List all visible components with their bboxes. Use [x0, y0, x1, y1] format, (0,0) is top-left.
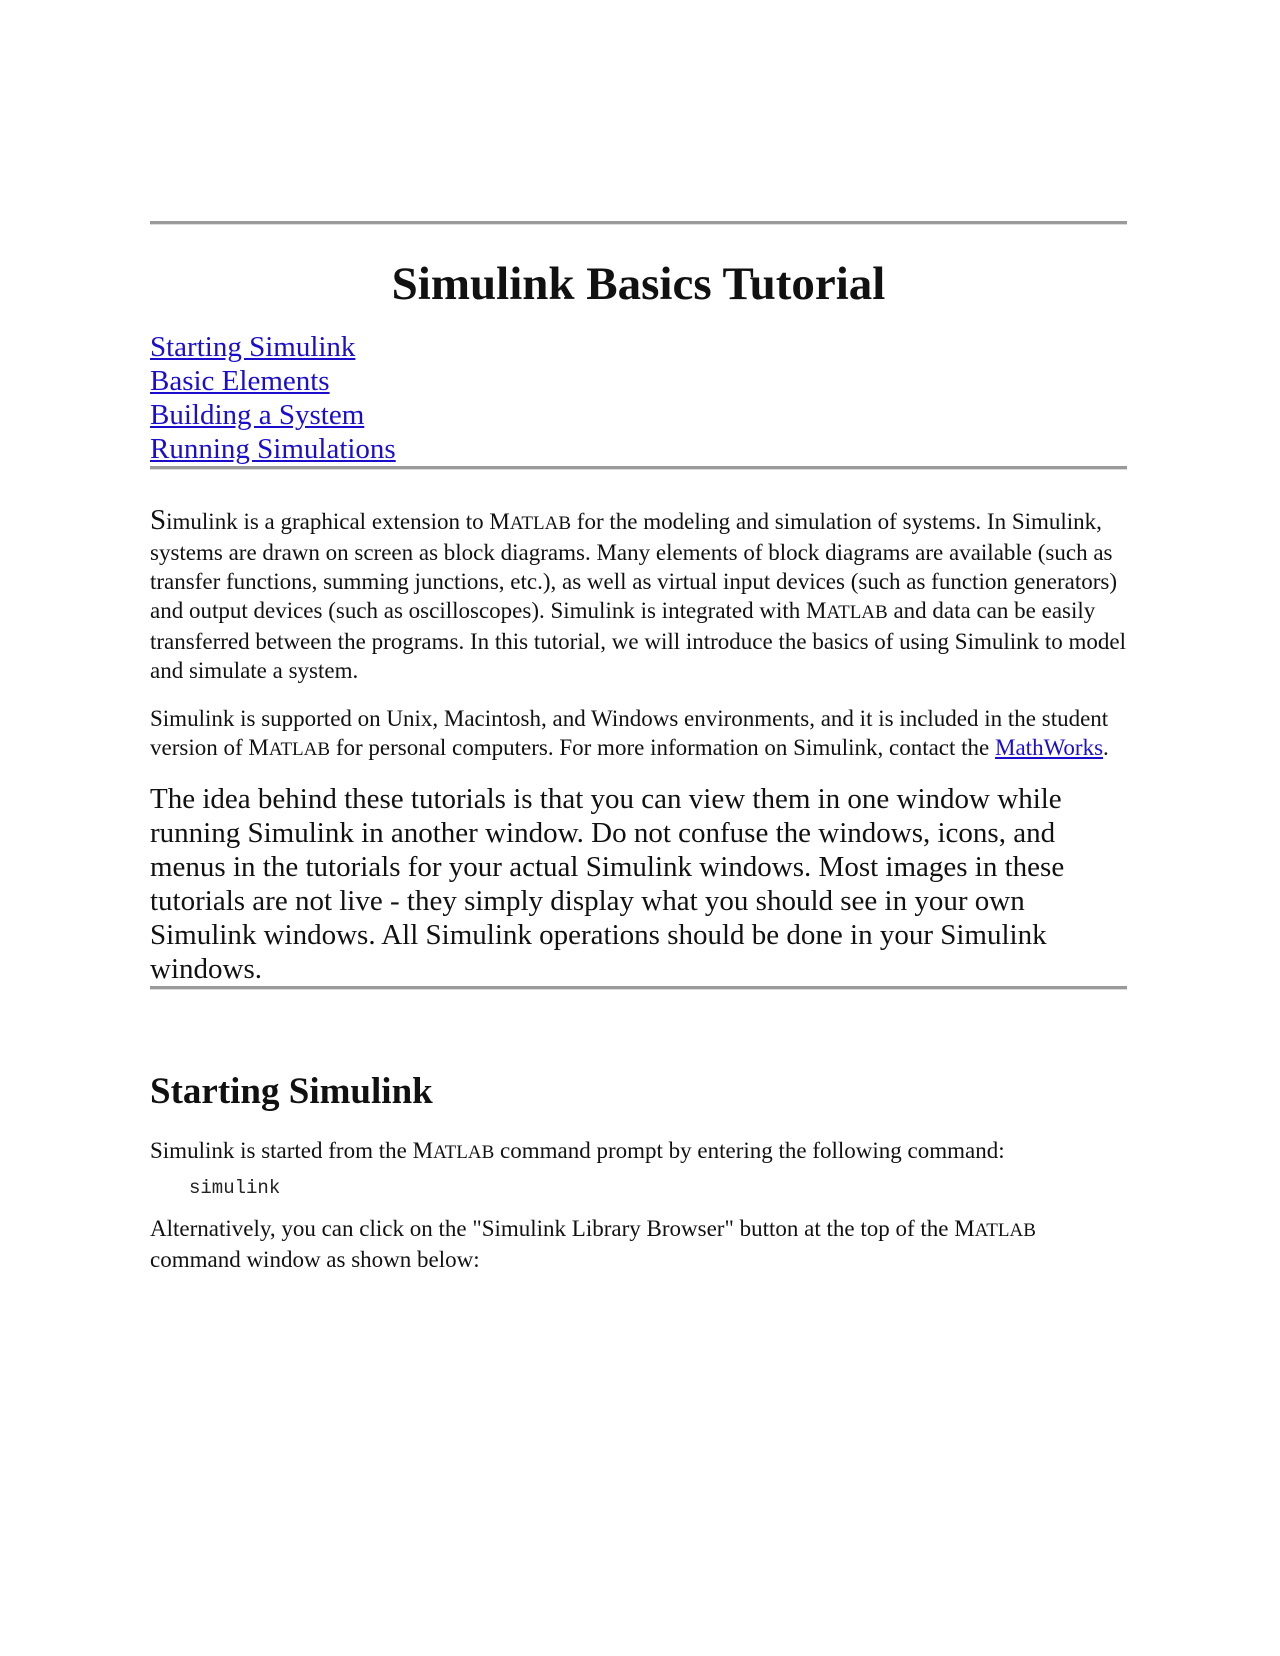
- page-title: Simulink Basics Tutorial: [391, 258, 886, 310]
- table-of-contents: [150, 330, 1127, 466]
- toc-link-building-a-system[interactable]: Building a System: [150, 398, 365, 431]
- section-heading-starting-simulink: Starting Simulink: [150, 1070, 433, 1112]
- top-divider: [150, 221, 1127, 225]
- alternative-paragraph: Alternatively, you can click on the "Simulink Library Browser" button at the top of the MATLAB command window as shown below:: [150, 1216, 1036, 1273]
- simulink-command: simulink: [189, 1177, 281, 1200]
- toc-link-basic-elements[interactable]: Basic Elements: [150, 364, 330, 397]
- mathworks-link[interactable]: MathWorks: [995, 734, 1104, 760]
- idea-paragraph: The idea behind these tutorials is that you can view them in one window while running Simulink in another window. Do not confuse the windows, icons, and menus in the tutorials for your actual Simulink windows. Most images in these tutorials are not live - they simply display what you should see in your own Simulink windows. All Simulink operations should be done in your Simulink windows.: [150, 782, 1065, 985]
- page-content: [150, 221, 1127, 1274]
- toc-divider: [150, 466, 1127, 470]
- toc-link-running-simulations[interactable]: Running Simulations: [150, 432, 396, 465]
- start-paragraph: Simulink is started from the MATLAB command prompt by entering the following command:: [150, 1138, 1005, 1164]
- intro-divider: [150, 986, 1127, 990]
- toc-link-starting-simulink[interactable]: Starting Simulink: [150, 330, 356, 363]
- intro-first-letter: S: [150, 503, 167, 536]
- support-paragraph: Simulink is supported on Unix, Macintosh, and Windows environments, and it is included in the student version of MATLAB for personal computers. For more information on Simulink, contact the MathWorks.: [150, 705, 1109, 760]
- intro-paragraph: Simulink is a graphical extension to MATLAB for the modeling and simulation of systems. In Simulink, systems are drawn on screen as block diagrams. Many elements of block diagrams are available (such as transfer functions, summing junctions, etc.), as well as virtual input devices (such as function generators) and output devices (such as oscilloscopes). Simulink is integrated with MATLAB and data can be easily transferred between the programs. In this tutorial, we will introduce the basics of using Simulink to model and simulate a system.: [150, 503, 1127, 683]
